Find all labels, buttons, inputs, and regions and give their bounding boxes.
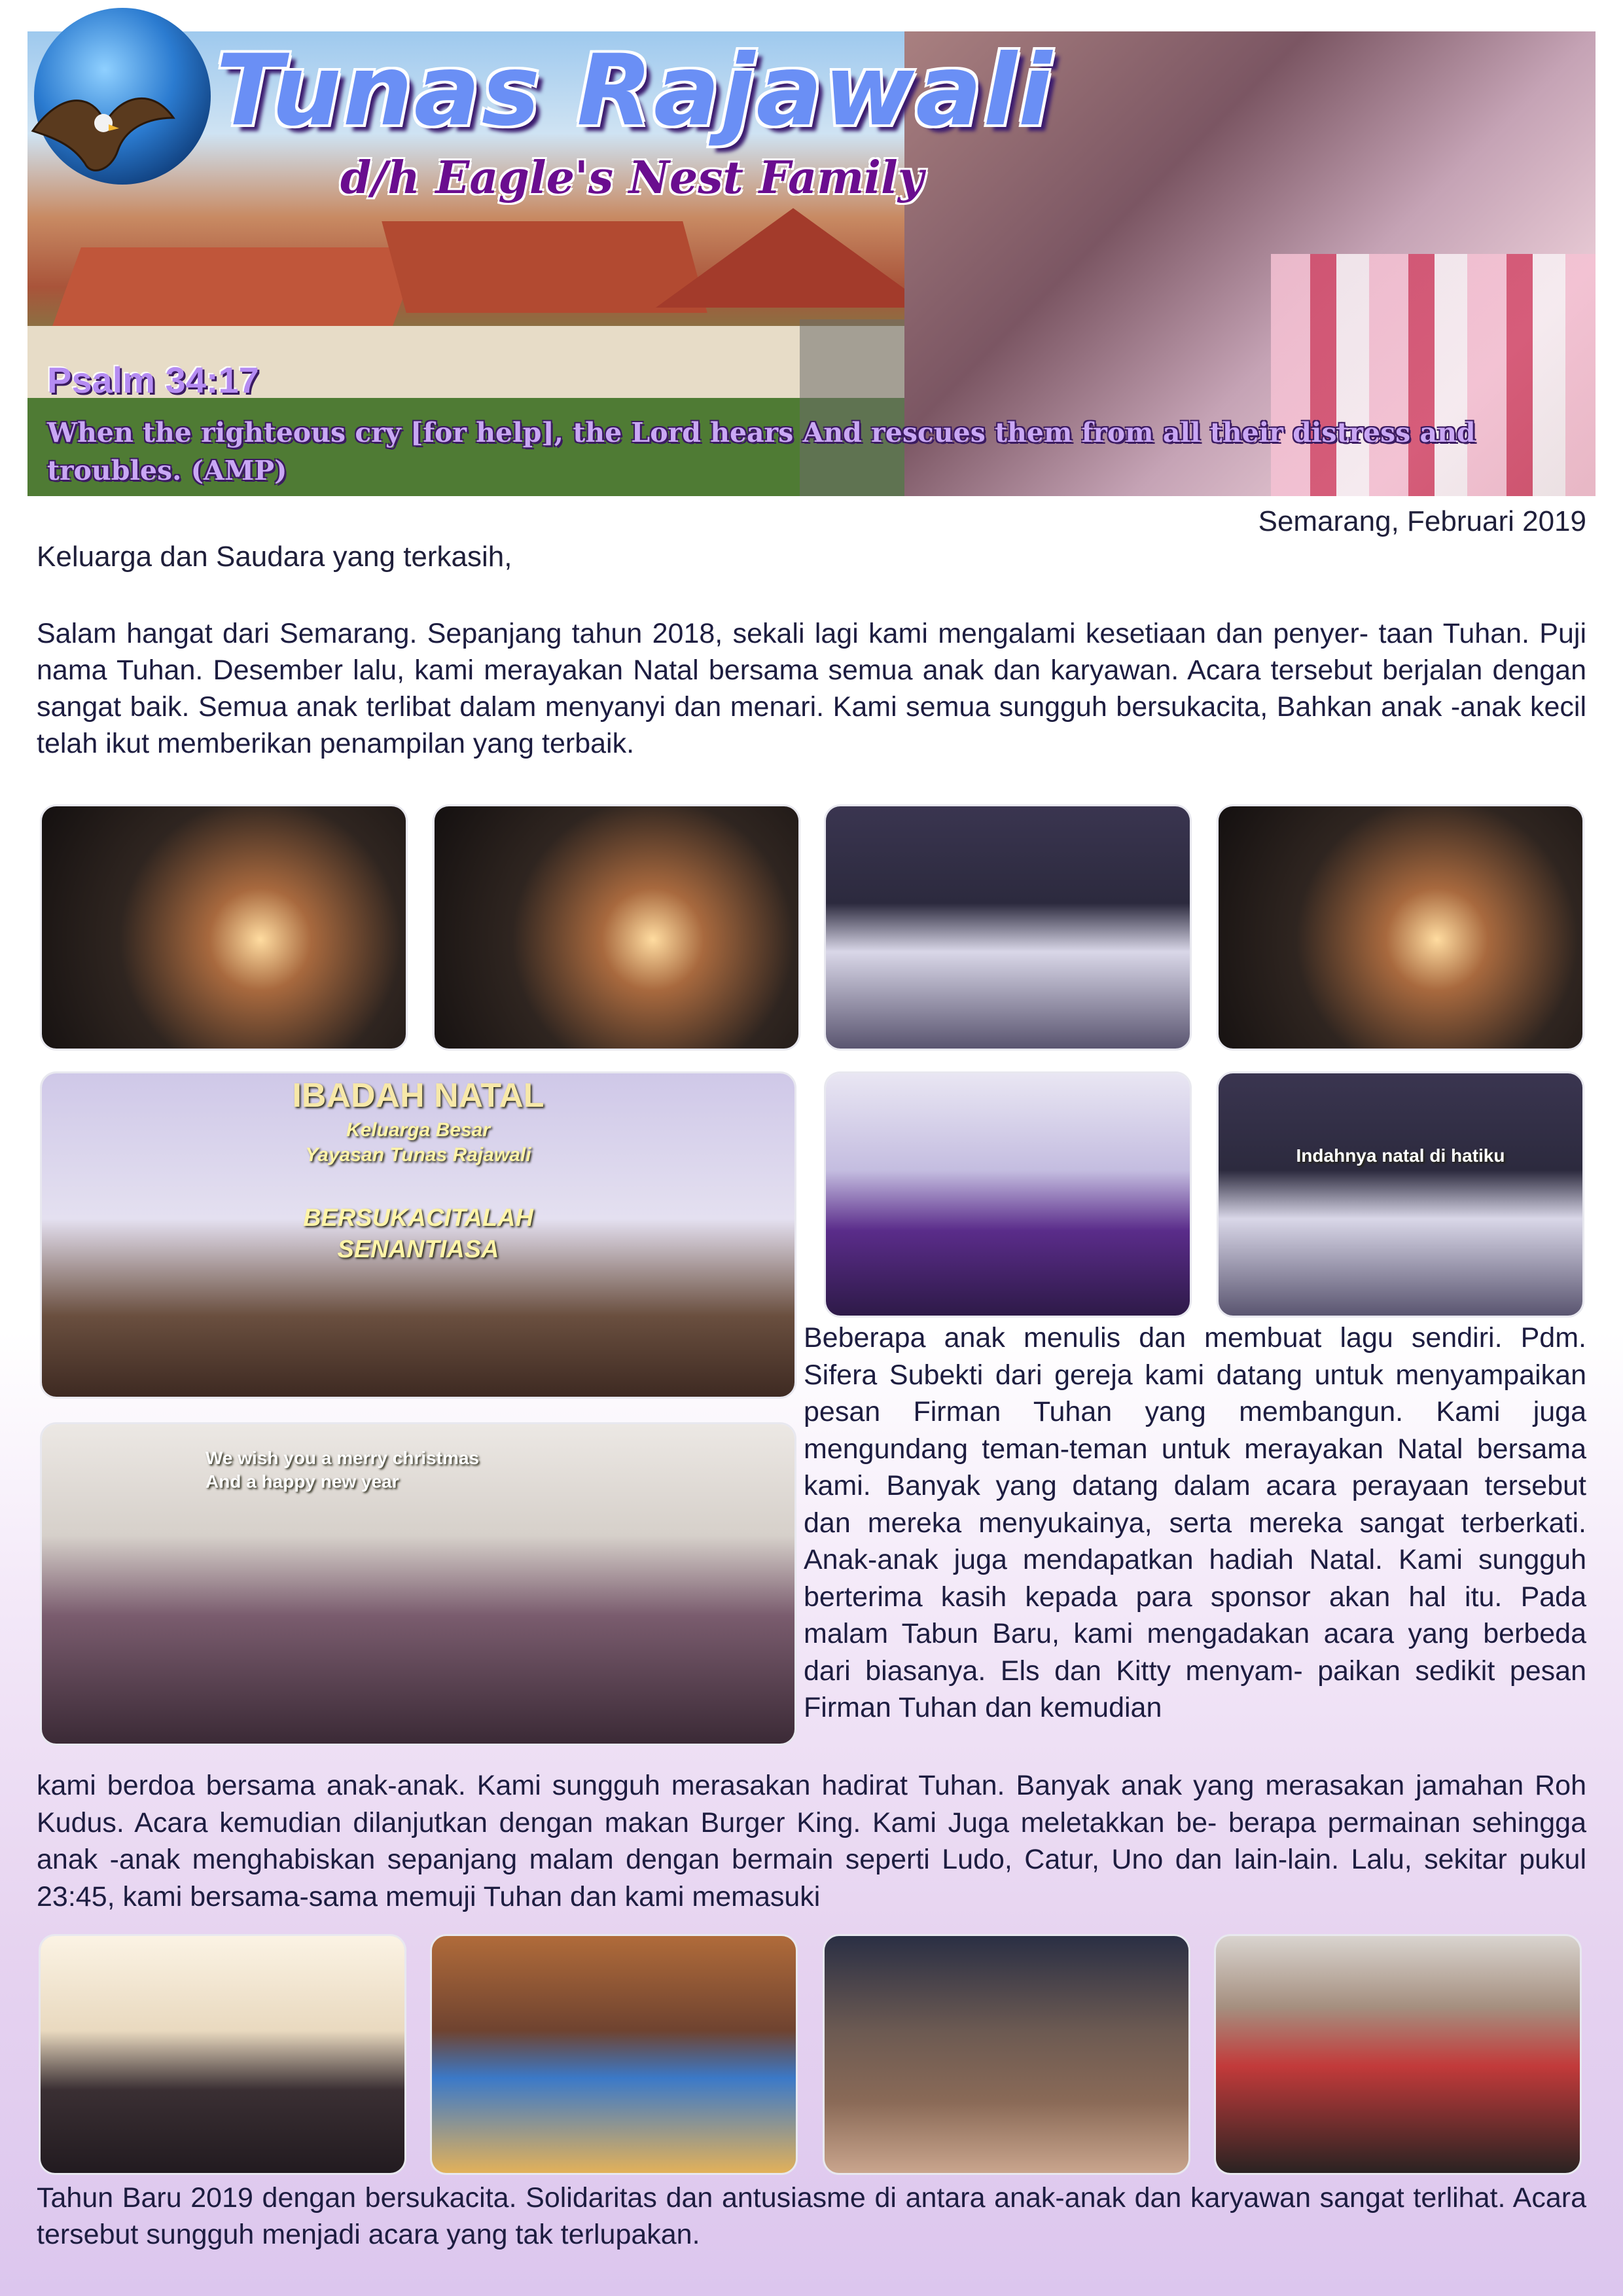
- intro-paragraph: Salam hangat dari Semarang. Sepanjang tahun 2018, sekali lagi kami mengalami kesetiaan dan penyer- taan Tuhan. Puji nama Tuhan. Desember lalu, kami merayakan Natal bersama semua anak dan karyawan. Acara tersebut berjalan dengan sangat baik. Semua anak terlibat dalam menyanyi dan menari. Kami semua sungguh bersukacita, Bahkan anak -anak kecil telah ikut memberikan penampilan yang terbaik.: [37, 618, 1586, 759]
- letter-date: Semarang, Februari 2019: [1258, 505, 1586, 537]
- photo-candle-lighting-3: [1219, 806, 1582, 1049]
- story-paragraph-continued: kami berdoa bersama anak-anak. Kami sungguh merasakan hadirat Tuhan. Banyak anak yang merasakan jamahan Roh Kudus. Acara kemudian dilanjutkan dengan makan Burger King. Kami Juga meletakkan be- berapa permainan sehingga anak -anak menghabiskan sepanjang malam dengan bermain seperti Ludo, Catur, Uno dan lain-lain. Lalu, sekitar pukul 23:45, kami bersama-sama memuji Tuhan dan kami memasuki: [37, 1770, 1586, 1912]
- photo-new-year-hall: [41, 1936, 404, 2173]
- closing-paragraph: Tahun Baru 2019 dengan bersukacita. Solidaritas dan antusiasme di antara anak-anak dan karyawan sangat terlihat. Acara tersebut sungguh menjadi acara yang tak terlupakan.: [37, 2182, 1586, 2250]
- photo-choir-lights: [826, 806, 1190, 1049]
- stage-screen-title: IBADAH NATAL: [292, 1077, 544, 1115]
- eagle-icon: [26, 72, 177, 183]
- stage-screen-line: Yayasan Tunas Rajawali: [305, 1144, 531, 1166]
- photo-kids-playing-blocks: [432, 1936, 796, 2173]
- roof-shape: [382, 221, 707, 313]
- photo-kids-smiling: [825, 1936, 1188, 2173]
- stage-screen-line: BERSUKACITALAH: [303, 1204, 533, 1232]
- photo-purple-dance: [826, 1073, 1190, 1316]
- photo-group-christmas: [42, 1424, 794, 1744]
- psalm-verse: When the righteous cry [for help], the Lord hears And rescues them from all their distress and troubles. (AMP): [47, 417, 1476, 486]
- roof-shape: [52, 247, 421, 326]
- psalm-reference: Psalm 34:17: [47, 359, 259, 401]
- stage-screen-line: SENANTIASA: [337, 1236, 499, 1263]
- photo-kids-chess: [1216, 1936, 1580, 2173]
- photo-candle-lighting-2: [435, 806, 798, 1049]
- photo-choir-stage: [1219, 1073, 1582, 1316]
- roof-shape: [656, 208, 931, 332]
- stage-screen-line: Keluarga Besar: [346, 1119, 491, 1141]
- photo-candle-lighting-1: [42, 806, 406, 1049]
- organization-title: Tunas Rajawali: [216, 34, 1054, 148]
- story-paragraph-side: Beberapa anak menulis dan membuat lagu sendiri. Pdm. Sifera Subekti dari gereja kami datang untuk menyampaikan pesan Firman Tuhan yang membangun. Kami juga mengundang teman-teman untuk merayakan Natal bersama kami. Banyak yang datang dalam acara perayaan tersebut dan mereka menyukainya, serta mereka sangat terberkati. Anak-anak juga mendapatkan hadiah Natal. Kami sungguh berterima kasih kepada para sponsor akan hal itu. Pada malam Tabun Baru, kami mengadakan acara yang berbeda dari biasanya. Els dan Kitty menyam- paikan sedikit pesan Firman Tuhan dan kemudian: [804, 1322, 1586, 1723]
- photo-christmas-dance: [42, 1073, 794, 1397]
- letter-greeting: Keluarga dan Saudara yang terkasih,: [37, 541, 512, 573]
- group-screen-line: And a happy new year: [205, 1471, 399, 1492]
- group-screen-line: We wish you a merry christmas: [205, 1448, 480, 1468]
- choir-screen-text: Indahnya natal di hatiku: [1296, 1145, 1505, 1166]
- organization-subtitle: d/h Eagle's Nest Family: [340, 152, 924, 204]
